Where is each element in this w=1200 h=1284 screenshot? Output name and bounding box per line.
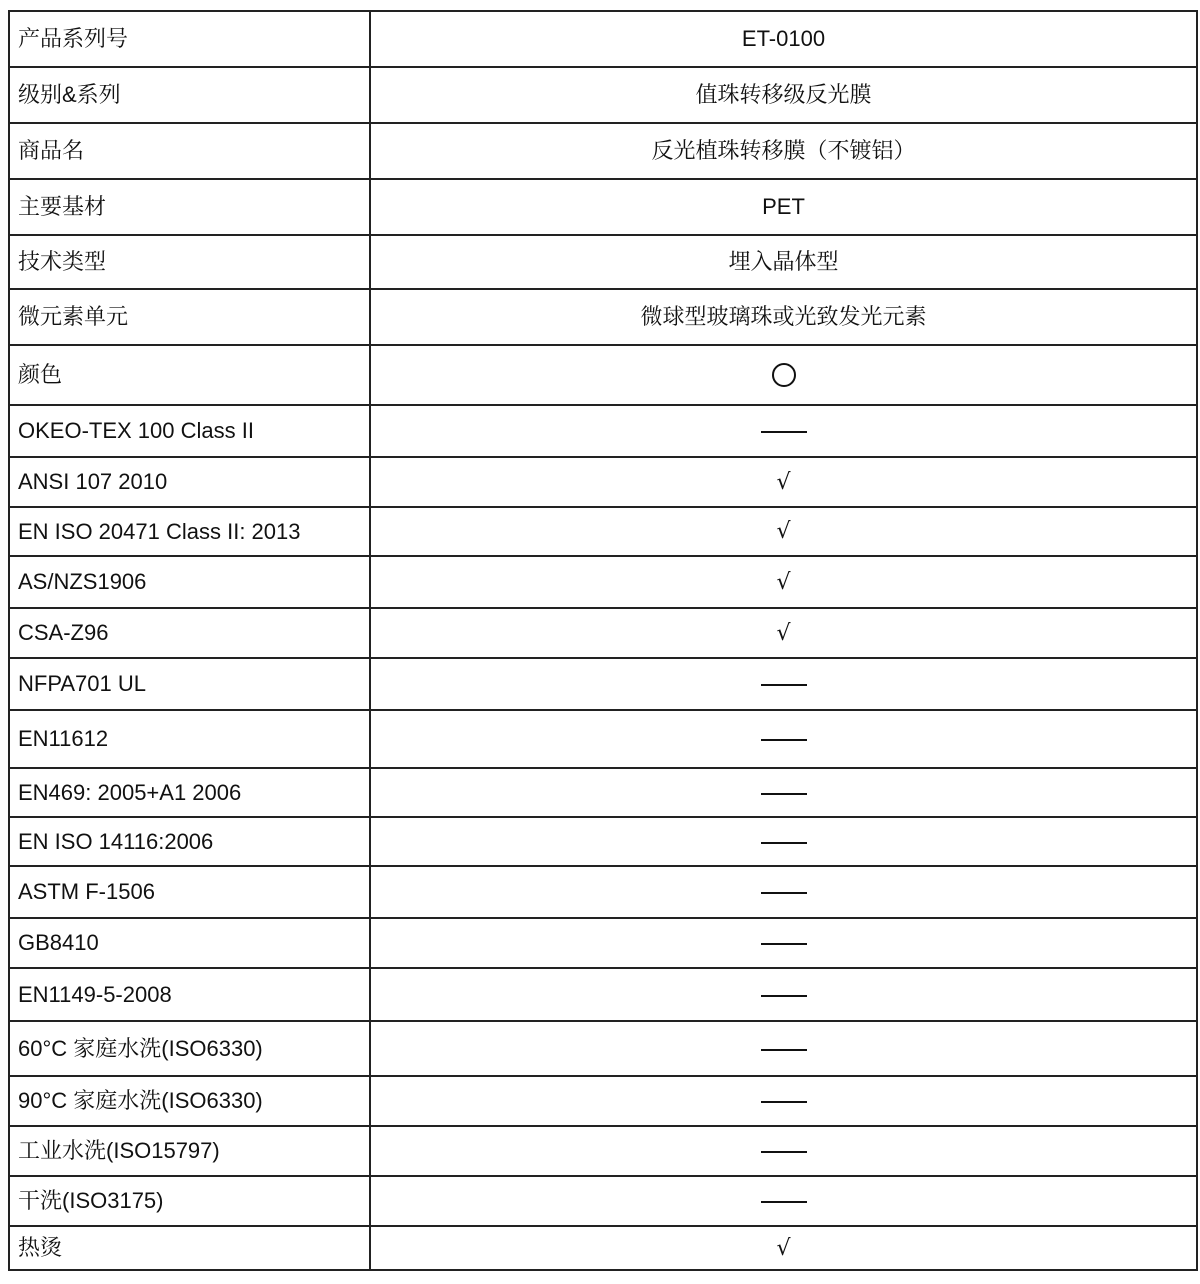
table-row	[9, 345, 1197, 405]
table-row	[9, 817, 1197, 866]
dash-icon	[761, 739, 807, 741]
table-row	[9, 457, 1197, 507]
table-row	[9, 768, 1197, 817]
dash-icon	[761, 1049, 807, 1051]
row-label: EN ISO 14116:2006	[9, 817, 370, 866]
row-label: ANSI 107 2010	[9, 457, 370, 507]
row-value: ET-0100	[370, 11, 1197, 67]
dash-icon	[761, 684, 807, 686]
spec-table-body	[9, 11, 1197, 1270]
dash-icon	[761, 943, 807, 945]
row-value	[370, 556, 1197, 608]
row-value	[370, 1226, 1197, 1270]
row-label: 60°C 家庭水洗(ISO6330)	[9, 1021, 370, 1076]
row-label: ASTM F-1506	[9, 866, 370, 918]
table-row	[9, 1021, 1197, 1076]
table-row	[9, 710, 1197, 768]
table-row	[9, 658, 1197, 710]
row-value: PET	[370, 179, 1197, 235]
check-mark: √	[776, 620, 791, 646]
row-value	[370, 608, 1197, 658]
row-value: 埋入晶体型	[370, 235, 1197, 289]
row-label: EN469: 2005+A1 2006	[9, 768, 370, 817]
table-row	[9, 608, 1197, 658]
table-row	[9, 507, 1197, 556]
table-row	[9, 1176, 1197, 1226]
dash-icon	[761, 1151, 807, 1153]
row-label: EN11612	[9, 710, 370, 768]
spec-table	[8, 10, 1198, 1271]
row-label: 主要基材	[9, 179, 370, 235]
row-label: OKEO-TEX 100 Class II	[9, 405, 370, 457]
row-value	[370, 1076, 1197, 1126]
table-row	[9, 179, 1197, 235]
row-value: 值珠转移级反光膜	[370, 67, 1197, 123]
row-value	[370, 968, 1197, 1021]
table-row	[9, 918, 1197, 968]
table-row	[9, 556, 1197, 608]
check-mark: √	[776, 519, 791, 544]
row-value	[370, 1126, 1197, 1176]
check-mark: √	[776, 569, 791, 595]
table-row	[9, 1126, 1197, 1176]
dash-icon	[761, 892, 807, 894]
row-label: 颜色	[9, 345, 370, 405]
row-value	[370, 710, 1197, 768]
row-value	[370, 918, 1197, 968]
table-row	[9, 968, 1197, 1021]
table-row	[9, 866, 1197, 918]
row-label: NFPA701 UL	[9, 658, 370, 710]
table-row	[9, 67, 1197, 123]
row-value: 反光植珠转移膜（不镀铝）	[370, 123, 1197, 179]
table-row	[9, 405, 1197, 457]
row-label: 90°C 家庭水洗(ISO6330)	[9, 1076, 370, 1126]
row-label: 产品系列号	[9, 11, 370, 67]
row-value	[370, 866, 1197, 918]
row-label: 干洗(ISO3175)	[9, 1176, 370, 1226]
row-label: 商品名	[9, 123, 370, 179]
row-label: 技术类型	[9, 235, 370, 289]
row-label: 工业水洗(ISO15797)	[9, 1126, 370, 1176]
row-value	[370, 507, 1197, 556]
row-label: EN ISO 20471 Class II: 2013	[9, 507, 370, 556]
table-row	[9, 123, 1197, 179]
table-row	[9, 235, 1197, 289]
row-label: GB8410	[9, 918, 370, 968]
row-label: AS/NZS1906	[9, 556, 370, 608]
row-value	[370, 768, 1197, 817]
row-value	[370, 345, 1197, 405]
row-value	[370, 457, 1197, 507]
table-row	[9, 1226, 1197, 1270]
table-row	[9, 1076, 1197, 1126]
row-label: 级别&系列	[9, 67, 370, 123]
row-value: 微球型玻璃珠或光致发光元素	[370, 289, 1197, 345]
row-label: CSA-Z96	[9, 608, 370, 658]
row-label: 热烫	[9, 1226, 370, 1270]
circle-icon	[772, 363, 796, 387]
dash-icon	[761, 995, 807, 997]
dash-icon	[761, 793, 807, 795]
check-mark: √	[776, 469, 791, 495]
row-value	[370, 1176, 1197, 1226]
row-label: 微元素单元	[9, 289, 370, 345]
row-label: EN1149-5-2008	[9, 968, 370, 1021]
row-value	[370, 658, 1197, 710]
row-value	[370, 1021, 1197, 1076]
row-value	[370, 817, 1197, 866]
dash-icon	[761, 431, 807, 433]
table-row	[9, 289, 1197, 345]
table-row	[9, 11, 1197, 67]
dash-icon	[761, 842, 807, 844]
row-value	[370, 405, 1197, 457]
dash-icon	[761, 1201, 807, 1203]
check-mark: √	[776, 1235, 791, 1261]
dash-icon	[761, 1101, 807, 1103]
